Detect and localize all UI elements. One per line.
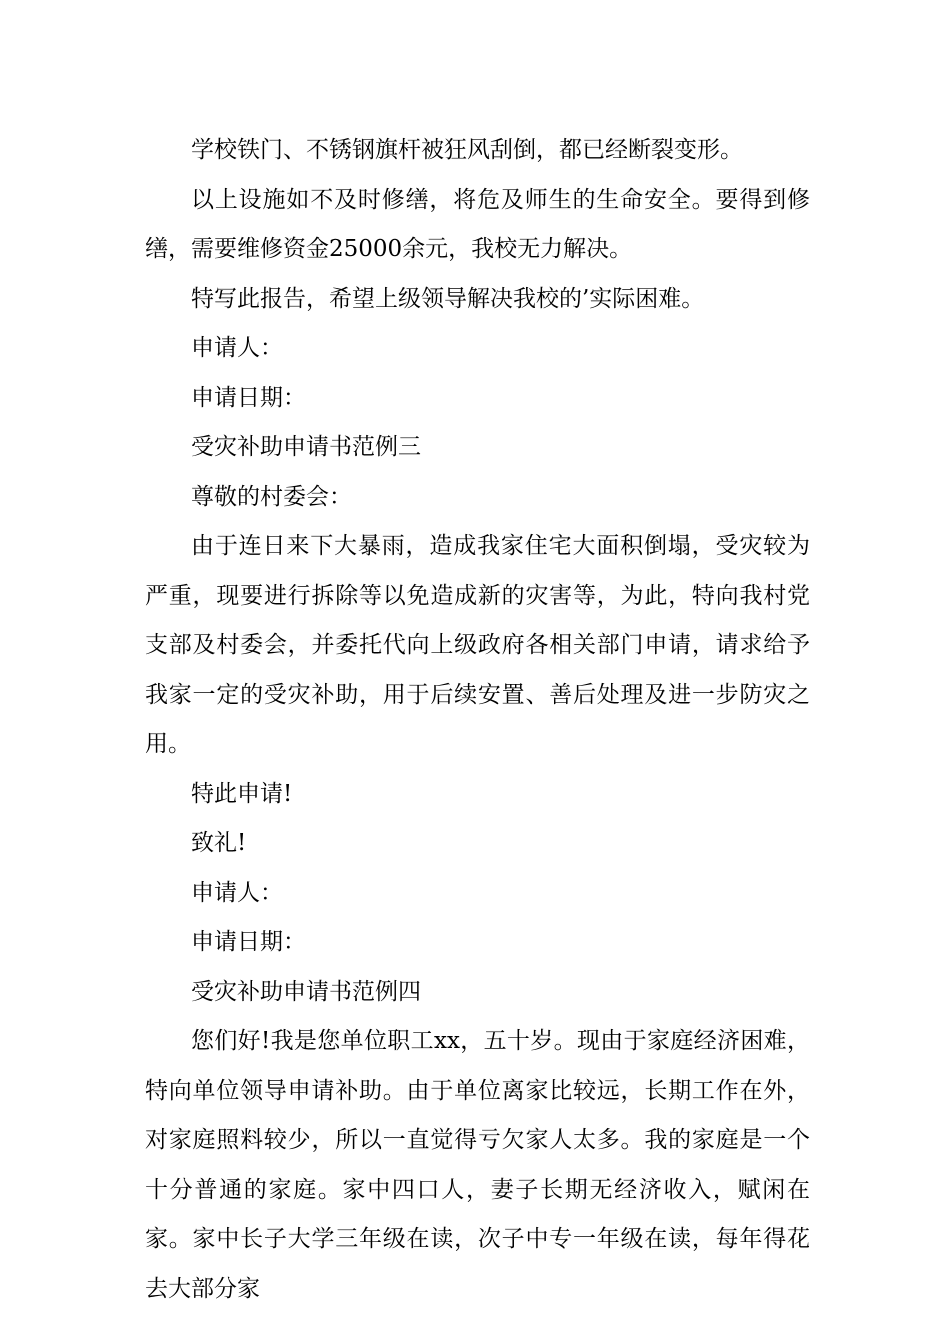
paragraph-repair-cost: 以上设施如不及时修缮，将危及师生的生命安全。要得到修缮，需要维修资金25000余元，我校无力解决。 — [145, 186, 810, 262]
section-title-example-four: 受灾补助申请书范例四 — [191, 978, 421, 1005]
applicant-label: 申请人： — [191, 335, 283, 361]
document-body — [145, 126, 810, 1314]
section-title-example-three: 受灾补助申请书范例三 — [191, 434, 421, 460]
application-date-label-second: 申请日期： — [191, 929, 306, 955]
paragraph-school-gate: 学校铁门、不锈钢旗杆被狂风刮倒，都已经断裂变形。 — [191, 137, 743, 163]
salutation-village-committee: 尊敬的村委会： — [191, 483, 352, 510]
paragraph-storm-damage: 由于连日来下大暴雨，造成我家住宅大面积倒塌，受灾较为严重，现要进行拆除等以免造成新的灾害等，为此，特向我村党支部及村委会，并委托代向上级政府各相关部门申请，请求给予我家一定的受灾补助，用于后续安置、善后处理及进一步防灾之用。 — [145, 533, 810, 757]
paragraph-report-request: 特写此报告，希望上级领导解决我校的’实际困难。 — [191, 285, 705, 312]
application-date-label: 申请日期： — [191, 384, 306, 411]
closing-regards: 致礼! — [191, 830, 247, 856]
closing-application: 特此申请! — [191, 780, 293, 807]
paragraph-family-hardship: 您们好!我是您单位职工xx，五十岁。现由于家庭经济困难，特向单位领导申请补助。由于单位离家比较远，长期工作在外，对家庭照料较少，所以一直觉得亏欠家人太多。我的家庭是一个十分普通的家庭。家中四口人，妻子长期无经济收入，赋闲在家。家中长子大学三年级在读，次子中专一年级在读，每年得花去大部分家 — [145, 1028, 810, 1302]
applicant-label-second: 申请人： — [191, 879, 283, 906]
